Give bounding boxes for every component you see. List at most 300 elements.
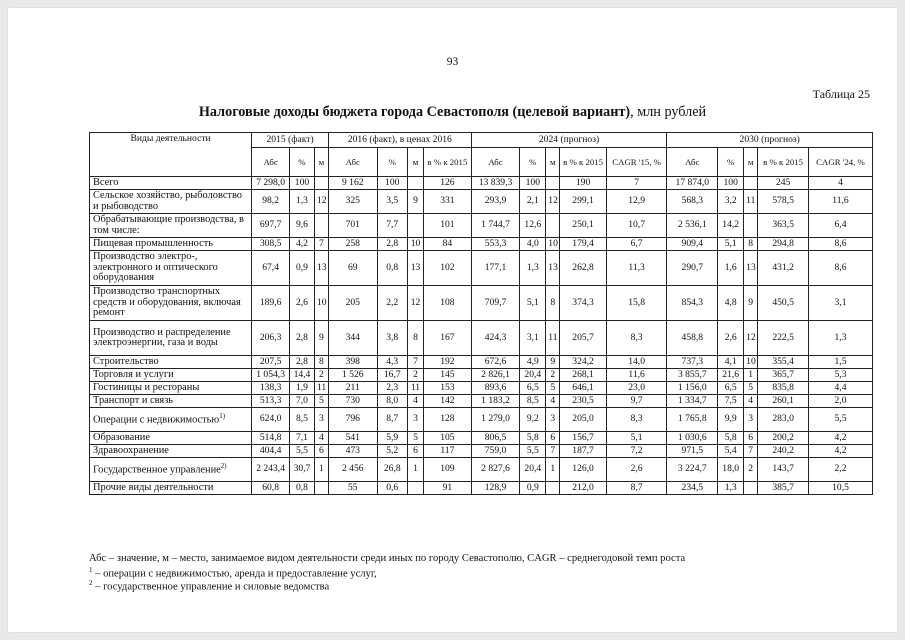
cell: 10 (744, 356, 758, 369)
cell: 9,2 (520, 408, 546, 432)
cell: 7 (314, 238, 328, 251)
cell: 12,9 (606, 190, 667, 214)
cell: 1 (407, 458, 423, 482)
table-row (90, 356, 873, 369)
cell: 513,3 (252, 395, 290, 408)
subheader-rank: м (744, 148, 758, 177)
cell: 1,3 (520, 251, 546, 286)
cell: 4,2 (809, 445, 873, 458)
cell: 458,8 (667, 321, 718, 356)
table-label: Таблица 25 (812, 87, 870, 101)
cell: 2,6 (718, 321, 744, 356)
activity-name: Производство транспортных средств и оборудования, включая ремонт (90, 286, 252, 321)
cell: 14,4 (290, 369, 315, 382)
cell: 759,0 (471, 445, 520, 458)
cell: 697,7 (252, 214, 290, 238)
cell: 0,8 (377, 251, 407, 286)
cell: 207,5 (252, 356, 290, 369)
cell: 211 (328, 382, 377, 395)
cell: 5,2 (377, 445, 407, 458)
subheader-rank: м (407, 148, 423, 177)
cell: 672,6 (471, 356, 520, 369)
activity-label: Операции с недвижимостью (93, 414, 220, 426)
cell: 5 (744, 382, 758, 395)
cell: 1 765,8 (667, 408, 718, 432)
footnote-1-marker: 1 (89, 566, 93, 574)
cell: 5,9 (377, 432, 407, 445)
cell: 20,4 (520, 369, 546, 382)
subheader-pct: % (377, 148, 407, 177)
footnote-1-text: – операции с недвижимостью, аренда и предоставление услуг, (92, 568, 377, 580)
cell: 12 (744, 321, 758, 356)
cell: 0,8 (290, 482, 315, 495)
cell (407, 482, 423, 495)
table-title-unit: , млн рублей (630, 104, 707, 120)
cell: 374,3 (560, 286, 606, 321)
cell: 1,5 (809, 356, 873, 369)
activity-name: Обрабатывающие производства, в том числе: (90, 214, 252, 238)
cell: 283,0 (758, 408, 809, 432)
table-row (90, 482, 873, 495)
cell: 156,7 (560, 432, 606, 445)
cell: 262,8 (560, 251, 606, 286)
cell: 3 855,7 (667, 369, 718, 382)
cell: 324,2 (560, 356, 606, 369)
activity-name: Образование (90, 432, 252, 445)
cell: 10,7 (606, 214, 667, 238)
cell: 14,2 (718, 214, 744, 238)
cell: 7,0 (290, 395, 315, 408)
cell: 3,1 (809, 286, 873, 321)
table-row (90, 445, 873, 458)
cell: 398 (328, 356, 377, 369)
cell: 153 (424, 382, 472, 395)
cell: 167 (424, 321, 472, 356)
cell: 11 (546, 321, 560, 356)
subheader-pct-of-2015: в % к 2015 (560, 148, 606, 177)
cell: 6 (407, 445, 423, 458)
table-row (90, 369, 873, 382)
cell: 1 279,0 (471, 408, 520, 432)
cell: 6 (314, 445, 328, 458)
cell: 8,6 (809, 238, 873, 251)
activity-name: Производство и распределение электроэнергии, газа и воды (90, 321, 252, 356)
cell: 268,1 (560, 369, 606, 382)
cell: 5,3 (809, 369, 873, 382)
cell: 212,0 (560, 482, 606, 495)
cell: 240,2 (758, 445, 809, 458)
cell: 3 (407, 408, 423, 432)
activity-name: Сельское хозяйство, рыболовство и рыбоводство (90, 190, 252, 214)
subheader-pct-of-2015: в % к 2015 (424, 148, 472, 177)
cell: 18,0 (718, 458, 744, 482)
cell: 385,7 (758, 482, 809, 495)
cell: 98,2 (252, 190, 290, 214)
cell: 4,1 (718, 356, 744, 369)
cell: 101 (424, 214, 472, 238)
cell: 624,0 (252, 408, 290, 432)
cell: 8 (407, 321, 423, 356)
cell: 7 (606, 177, 667, 190)
cell: 2,8 (290, 321, 315, 356)
cell: 2 243,4 (252, 458, 290, 482)
cell: 5,1 (718, 238, 744, 251)
table-title (8, 104, 897, 121)
cell: 100 (718, 177, 744, 190)
cell: 0,9 (520, 482, 546, 495)
cell: 100 (377, 177, 407, 190)
cell: 1 744,7 (471, 214, 520, 238)
cell: 424,3 (471, 321, 520, 356)
cell: 7,2 (606, 445, 667, 458)
cell: 91 (424, 482, 472, 495)
cell: 7 (744, 445, 758, 458)
cell: 3 (314, 408, 328, 432)
cell: 1,3 (718, 482, 744, 495)
cell: 11,6 (606, 369, 667, 382)
legend-note: Абс – значение, м – место, занимаемое видом деятельности среди иных по городу Севастополю, CAGR – среднегодовой темп роста (89, 553, 686, 564)
cell: 9 (314, 321, 328, 356)
cell: 21,6 (718, 369, 744, 382)
cell: 1 156,0 (667, 382, 718, 395)
cell: 9,6 (290, 214, 315, 238)
cell: 126,0 (560, 458, 606, 482)
cell: 9,7 (606, 395, 667, 408)
cell: 7,1 (290, 432, 315, 445)
cell: 5,8 (520, 432, 546, 445)
cell: 189,6 (252, 286, 290, 321)
cell (744, 482, 758, 495)
cell: 8 (744, 238, 758, 251)
cell (546, 214, 560, 238)
cell: 205 (328, 286, 377, 321)
cell: 222,5 (758, 321, 809, 356)
cell: 23,0 (606, 382, 667, 395)
cell: 16,7 (377, 369, 407, 382)
cell: 108 (424, 286, 472, 321)
header-activity: Виды деятельности (90, 133, 252, 177)
cell: 5 (314, 395, 328, 408)
cell: 355,4 (758, 356, 809, 369)
cell: 230,5 (560, 395, 606, 408)
cell: 26,8 (377, 458, 407, 482)
cell: 0,6 (377, 482, 407, 495)
cell: 2,6 (606, 458, 667, 482)
cell: 450,5 (758, 286, 809, 321)
cell: 2,1 (520, 190, 546, 214)
activity-name: Здравоохранение (90, 445, 252, 458)
cell: 4 (407, 395, 423, 408)
cell: 404,4 (252, 445, 290, 458)
cell: 1 054,3 (252, 369, 290, 382)
cell: 4,2 (809, 432, 873, 445)
cell: 109 (424, 458, 472, 482)
cell: 3,2 (718, 190, 744, 214)
activity-name: Гостиницы и рестораны (90, 382, 252, 395)
cell: 10 (546, 238, 560, 251)
cell: 11,3 (606, 251, 667, 286)
cell: 260,1 (758, 395, 809, 408)
cell (314, 482, 328, 495)
cell: 5 (407, 432, 423, 445)
cell: 4,9 (520, 356, 546, 369)
cell: 126 (424, 177, 472, 190)
cell: 709,7 (471, 286, 520, 321)
cell: 290,7 (667, 251, 718, 286)
cell: 20,4 (520, 458, 546, 482)
cell: 4 (314, 432, 328, 445)
cell: 5,8 (718, 432, 744, 445)
cell: 553,3 (471, 238, 520, 251)
table-row (90, 190, 873, 214)
cell: 4,3 (377, 356, 407, 369)
cell: 701 (328, 214, 377, 238)
cell: 11 (314, 382, 328, 395)
cell: 67,4 (252, 251, 290, 286)
cell: 11 (744, 190, 758, 214)
activity-name: Транспорт и связь (90, 395, 252, 408)
cell: 8 (546, 286, 560, 321)
cell: 1,3 (290, 190, 315, 214)
cell: 102 (424, 251, 472, 286)
header-2016: 2016 (факт), в ценах 2016 (328, 133, 471, 148)
cell: 12 (546, 190, 560, 214)
cell: 796 (328, 408, 377, 432)
cell: 646,1 (560, 382, 606, 395)
cell: 806,5 (471, 432, 520, 445)
cell: 3,8 (377, 321, 407, 356)
cell: 9 (744, 286, 758, 321)
footnote-1 (89, 566, 377, 580)
cell: 4 (744, 395, 758, 408)
cell: 13 (314, 251, 328, 286)
table-row (90, 214, 873, 238)
cell: 12 (407, 286, 423, 321)
cell: 7 298,0 (252, 177, 290, 190)
cell: 2,3 (377, 382, 407, 395)
cell: 258 (328, 238, 377, 251)
cell: 9,9 (718, 408, 744, 432)
cell: 8,3 (606, 321, 667, 356)
cell: 1 334,7 (667, 395, 718, 408)
cell: 6,5 (718, 382, 744, 395)
table-row (90, 286, 873, 321)
header-2024: 2024 (прогноз) (471, 133, 667, 148)
activity-name: Строительство (90, 356, 252, 369)
cell: 5,1 (606, 432, 667, 445)
cell: 100 (290, 177, 315, 190)
cell: 2,8 (290, 356, 315, 369)
cell: 13 (407, 251, 423, 286)
subheader-rank: м (546, 148, 560, 177)
cell: 14,0 (606, 356, 667, 369)
cell: 8,7 (606, 482, 667, 495)
cell: 578,5 (758, 190, 809, 214)
cell: 5,1 (520, 286, 546, 321)
cell: 2 456 (328, 458, 377, 482)
table-row (90, 321, 873, 356)
cell: 15,8 (606, 286, 667, 321)
cell: 1,9 (290, 382, 315, 395)
cell: 473 (328, 445, 377, 458)
cell: 3,1 (520, 321, 546, 356)
cell: 1 (546, 458, 560, 482)
cell: 13 (744, 251, 758, 286)
cell: 344 (328, 321, 377, 356)
cell: 293,9 (471, 190, 520, 214)
subheader-cagr-24: CAGR '24, % (809, 148, 873, 177)
cell: 893,6 (471, 382, 520, 395)
cell: 13 839,3 (471, 177, 520, 190)
cell: 2 (546, 369, 560, 382)
cell (744, 214, 758, 238)
cell: 245 (758, 177, 809, 190)
cell: 205,7 (560, 321, 606, 356)
cell: 8,6 (809, 251, 873, 286)
activity-name (90, 458, 252, 482)
subheader-abs: Абс (328, 148, 377, 177)
cell: 1 (314, 458, 328, 482)
cell: 1 (744, 369, 758, 382)
cell: 100 (520, 177, 546, 190)
cell: 5,5 (809, 408, 873, 432)
cell: 1,3 (809, 321, 873, 356)
cell: 2,8 (377, 238, 407, 251)
subheader-abs: Абс (471, 148, 520, 177)
cell: 30,7 (290, 458, 315, 482)
subheader-pct: % (520, 148, 546, 177)
table-row (90, 408, 873, 432)
cell: 294,8 (758, 238, 809, 251)
cell: 568,3 (667, 190, 718, 214)
cell: 3,5 (377, 190, 407, 214)
subheader-abs: Абс (252, 148, 290, 177)
footnote-2-marker: 2 (89, 579, 93, 587)
cell: 234,5 (667, 482, 718, 495)
cell: 3 (546, 408, 560, 432)
cell: 8,7 (377, 408, 407, 432)
subheader-rank: м (314, 148, 328, 177)
activity-name (90, 408, 252, 432)
cell: 2 826,1 (471, 369, 520, 382)
cell: 9 (546, 356, 560, 369)
table-row (90, 382, 873, 395)
cell: 1 526 (328, 369, 377, 382)
cell: 128,9 (471, 482, 520, 495)
cell: 8 (314, 356, 328, 369)
cell: 177,1 (471, 251, 520, 286)
cell: 2,2 (809, 458, 873, 482)
cell: 13 (546, 251, 560, 286)
cell: 2 827,6 (471, 458, 520, 482)
cell: 11,6 (809, 190, 873, 214)
cell: 5,5 (290, 445, 315, 458)
table-title-main: Налоговые доходы бюджета города Севастополя (целевой вариант) (198, 104, 631, 120)
cell: 6,4 (809, 214, 873, 238)
cell: 17 874,0 (667, 177, 718, 190)
cell: 4,4 (809, 382, 873, 395)
cell: 206,3 (252, 321, 290, 356)
cell: 365,7 (758, 369, 809, 382)
footnote-2-text: – государственное управление и силовые ведомства (92, 581, 330, 593)
document-page (8, 8, 897, 632)
cell: 6,7 (606, 238, 667, 251)
cell: 7,5 (718, 395, 744, 408)
cell: 308,5 (252, 238, 290, 251)
cell (546, 177, 560, 190)
cell: 2,6 (290, 286, 315, 321)
cell: 10,5 (809, 482, 873, 495)
cell: 12,6 (520, 214, 546, 238)
activity-name: Всего (90, 177, 252, 190)
footnote-marker: 1) (219, 412, 226, 421)
cell: 541 (328, 432, 377, 445)
subheader-pct-of-2015: в % к 2015 (758, 148, 809, 177)
cell: 909,4 (667, 238, 718, 251)
cell: 250,1 (560, 214, 606, 238)
cell: 1,6 (718, 251, 744, 286)
cell: 0,9 (290, 251, 315, 286)
cell: 117 (424, 445, 472, 458)
subheader-cagr-15: CAGR '15, % (606, 148, 667, 177)
footnote-marker: 2) (220, 462, 227, 471)
table-row (90, 251, 873, 286)
page-number: 93 (446, 56, 459, 68)
cell: 2,0 (809, 395, 873, 408)
cell: 299,1 (560, 190, 606, 214)
cell: 12 (314, 190, 328, 214)
subheader-abs: Абс (667, 148, 718, 177)
cell: 6 (744, 432, 758, 445)
cell: 84 (424, 238, 472, 251)
cell: 105 (424, 432, 472, 445)
cell: 5,5 (520, 445, 546, 458)
cell: 7,7 (377, 214, 407, 238)
cell: 4,0 (520, 238, 546, 251)
cell: 128 (424, 408, 472, 432)
cell: 10 (314, 286, 328, 321)
activity-label: Государственное управление (93, 464, 221, 476)
cell: 187,7 (560, 445, 606, 458)
cell: 8,5 (520, 395, 546, 408)
cell: 2,2 (377, 286, 407, 321)
cell: 331 (424, 190, 472, 214)
footnote-2 (89, 579, 329, 593)
cell: 60,8 (252, 482, 290, 495)
cell: 9 162 (328, 177, 377, 190)
cell: 55 (328, 482, 377, 495)
cell (314, 177, 328, 190)
cell: 2 (744, 458, 758, 482)
subheader-pct: % (718, 148, 744, 177)
cell: 11 (407, 382, 423, 395)
cell: 4 (809, 177, 873, 190)
cell: 145 (424, 369, 472, 382)
cell: 4 (546, 395, 560, 408)
cell: 4,2 (290, 238, 315, 251)
cell: 143,7 (758, 458, 809, 482)
table-row (90, 432, 873, 445)
cell: 2 536,1 (667, 214, 718, 238)
subheader-pct: % (290, 148, 315, 177)
cell: 142 (424, 395, 472, 408)
cell: 4,8 (718, 286, 744, 321)
cell (744, 177, 758, 190)
table-row (90, 238, 873, 251)
cell: 1 183,2 (471, 395, 520, 408)
activity-name: Производство электро-, электронного и оптического оборудования (90, 251, 252, 286)
cell: 5,4 (718, 445, 744, 458)
